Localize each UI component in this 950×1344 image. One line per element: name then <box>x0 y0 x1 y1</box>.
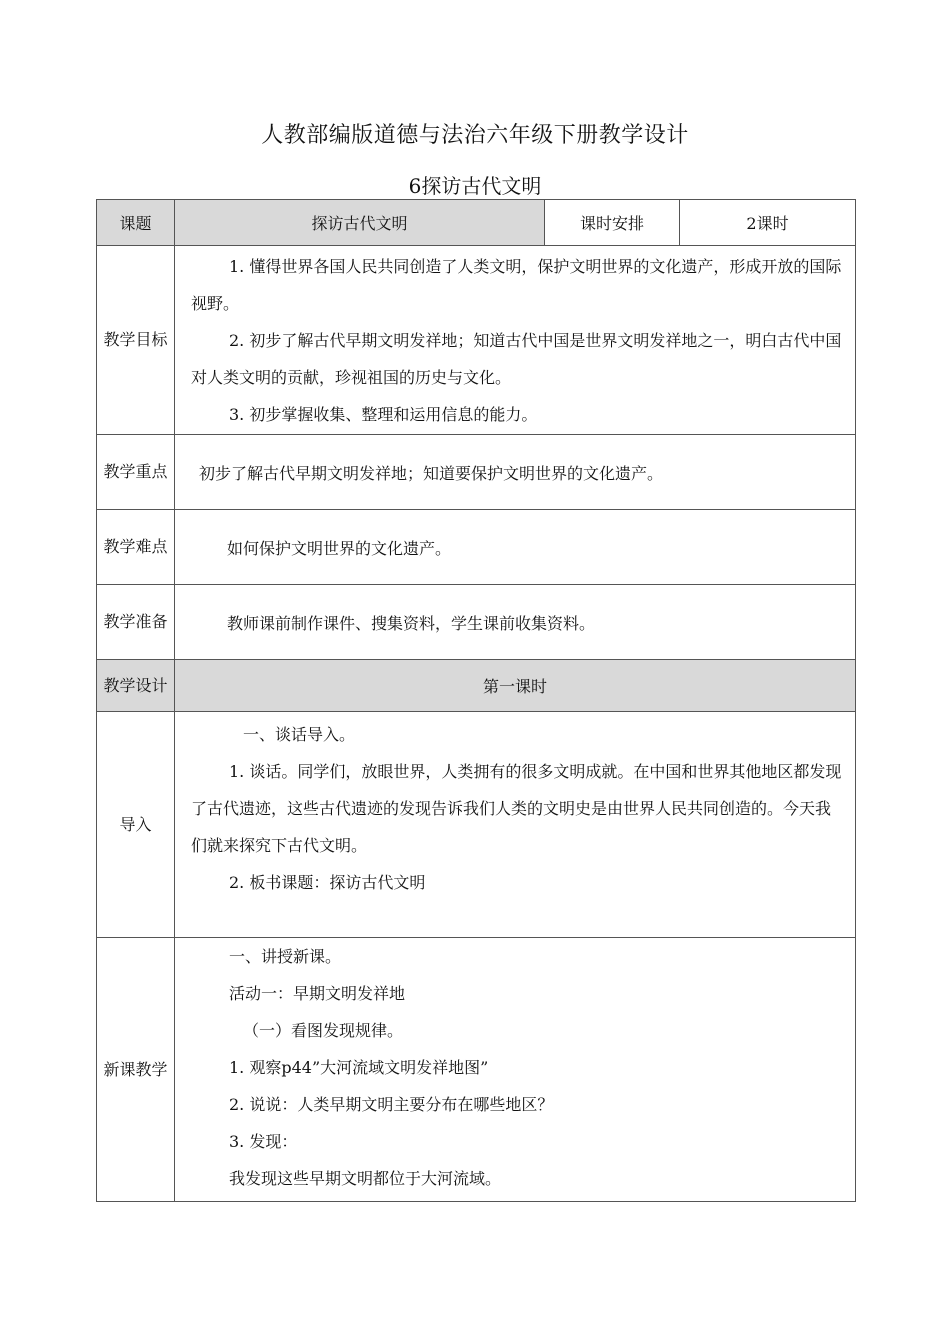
new-lesson-row <box>97 938 856 1202</box>
lesson-line: 1. 观察p44”大河流域文明发祥地图” <box>229 1058 489 1077</box>
lesson-title: 6探访古代文明 <box>408 174 542 198</box>
preparation-text: 教师课前制作课件、搜集资料，学生课前收集资料。 <box>175 585 856 660</box>
preparation-row <box>97 585 856 660</box>
intro-row <box>97 712 856 938</box>
goals-row <box>97 246 856 435</box>
intro-line: 一、谈话导入。 <box>243 725 356 744</box>
intro-content <box>175 712 856 938</box>
goal-item: 3. 初步掌握收集、整理和运用信息的能力。 <box>229 404 538 424</box>
intro-line: 2. 板书课题：探访古代文明 <box>229 873 426 892</box>
difficulty-row <box>97 510 856 585</box>
lesson-line: 一、讲授新课。 <box>229 947 342 966</box>
focus-text: 初步了解古代早期文明发祥地；知道要保护文明世界的文化遗产。 <box>175 435 856 510</box>
lesson-line: 2. 说说：人类早期文明主要分布在哪些地区？ <box>229 1095 554 1114</box>
difficulty-text: 如何保护文明世界的文化遗产。 <box>175 510 856 585</box>
lesson-line: 活动一：早期文明发祥地 <box>229 984 406 1003</box>
lesson-line: 3. 发现： <box>229 1132 298 1151</box>
difficulty-label: 教学难点 <box>97 510 175 585</box>
topic-label: 课题 <box>97 200 175 246</box>
topic-value: 探访古代文明 <box>175 200 545 246</box>
new-lesson-label: 新课教学 <box>97 938 175 1202</box>
lesson-line: （一）看图发现规律。 <box>243 1021 404 1040</box>
preparation-label: 教学准备 <box>97 585 175 660</box>
lesson-line: 我发现这些早期文明都位于大河流域。 <box>229 1169 502 1188</box>
lesson-plan-table <box>96 199 856 1202</box>
focus-row <box>97 435 856 510</box>
design-value: 第一课时 <box>175 660 856 712</box>
design-label: 教学设计 <box>97 660 175 712</box>
focus-label: 教学重点 <box>97 435 175 510</box>
intro-label: 导入 <box>97 712 175 938</box>
goal-item: 1. 懂得世界各国人民共同创造了人类文明，保护文明世界的文化遗产，形成开放的国际视野。 <box>191 256 842 313</box>
intro-line: 1. 谈话。同学们，放眼世界，人类拥有的很多文明成就。在中国和世界其他地区都发现了古代遗迹，这些古代遗迹的发现告诉我们人类的文明史是由世界人民共同创造的。今天我们就来探究下古代文明。 <box>191 762 842 855</box>
goals-label: 教学目标 <box>97 246 175 435</box>
design-row <box>97 660 856 712</box>
goals-content <box>175 246 856 435</box>
header-row <box>97 200 856 246</box>
schedule-label: 课时安排 <box>545 200 680 246</box>
goal-item: 2. 初步了解古代早期文明发祥地；知道古代中国是世界文明发祥地之一，明白古代中国对人类文明的贡献，珍视祖国的历史与文化。 <box>191 330 842 387</box>
schedule-value: 2课时 <box>680 200 856 246</box>
document-title: 人教部编版道德与法治六年级下册教学设计 <box>261 123 689 148</box>
new-lesson-content <box>175 938 856 1202</box>
